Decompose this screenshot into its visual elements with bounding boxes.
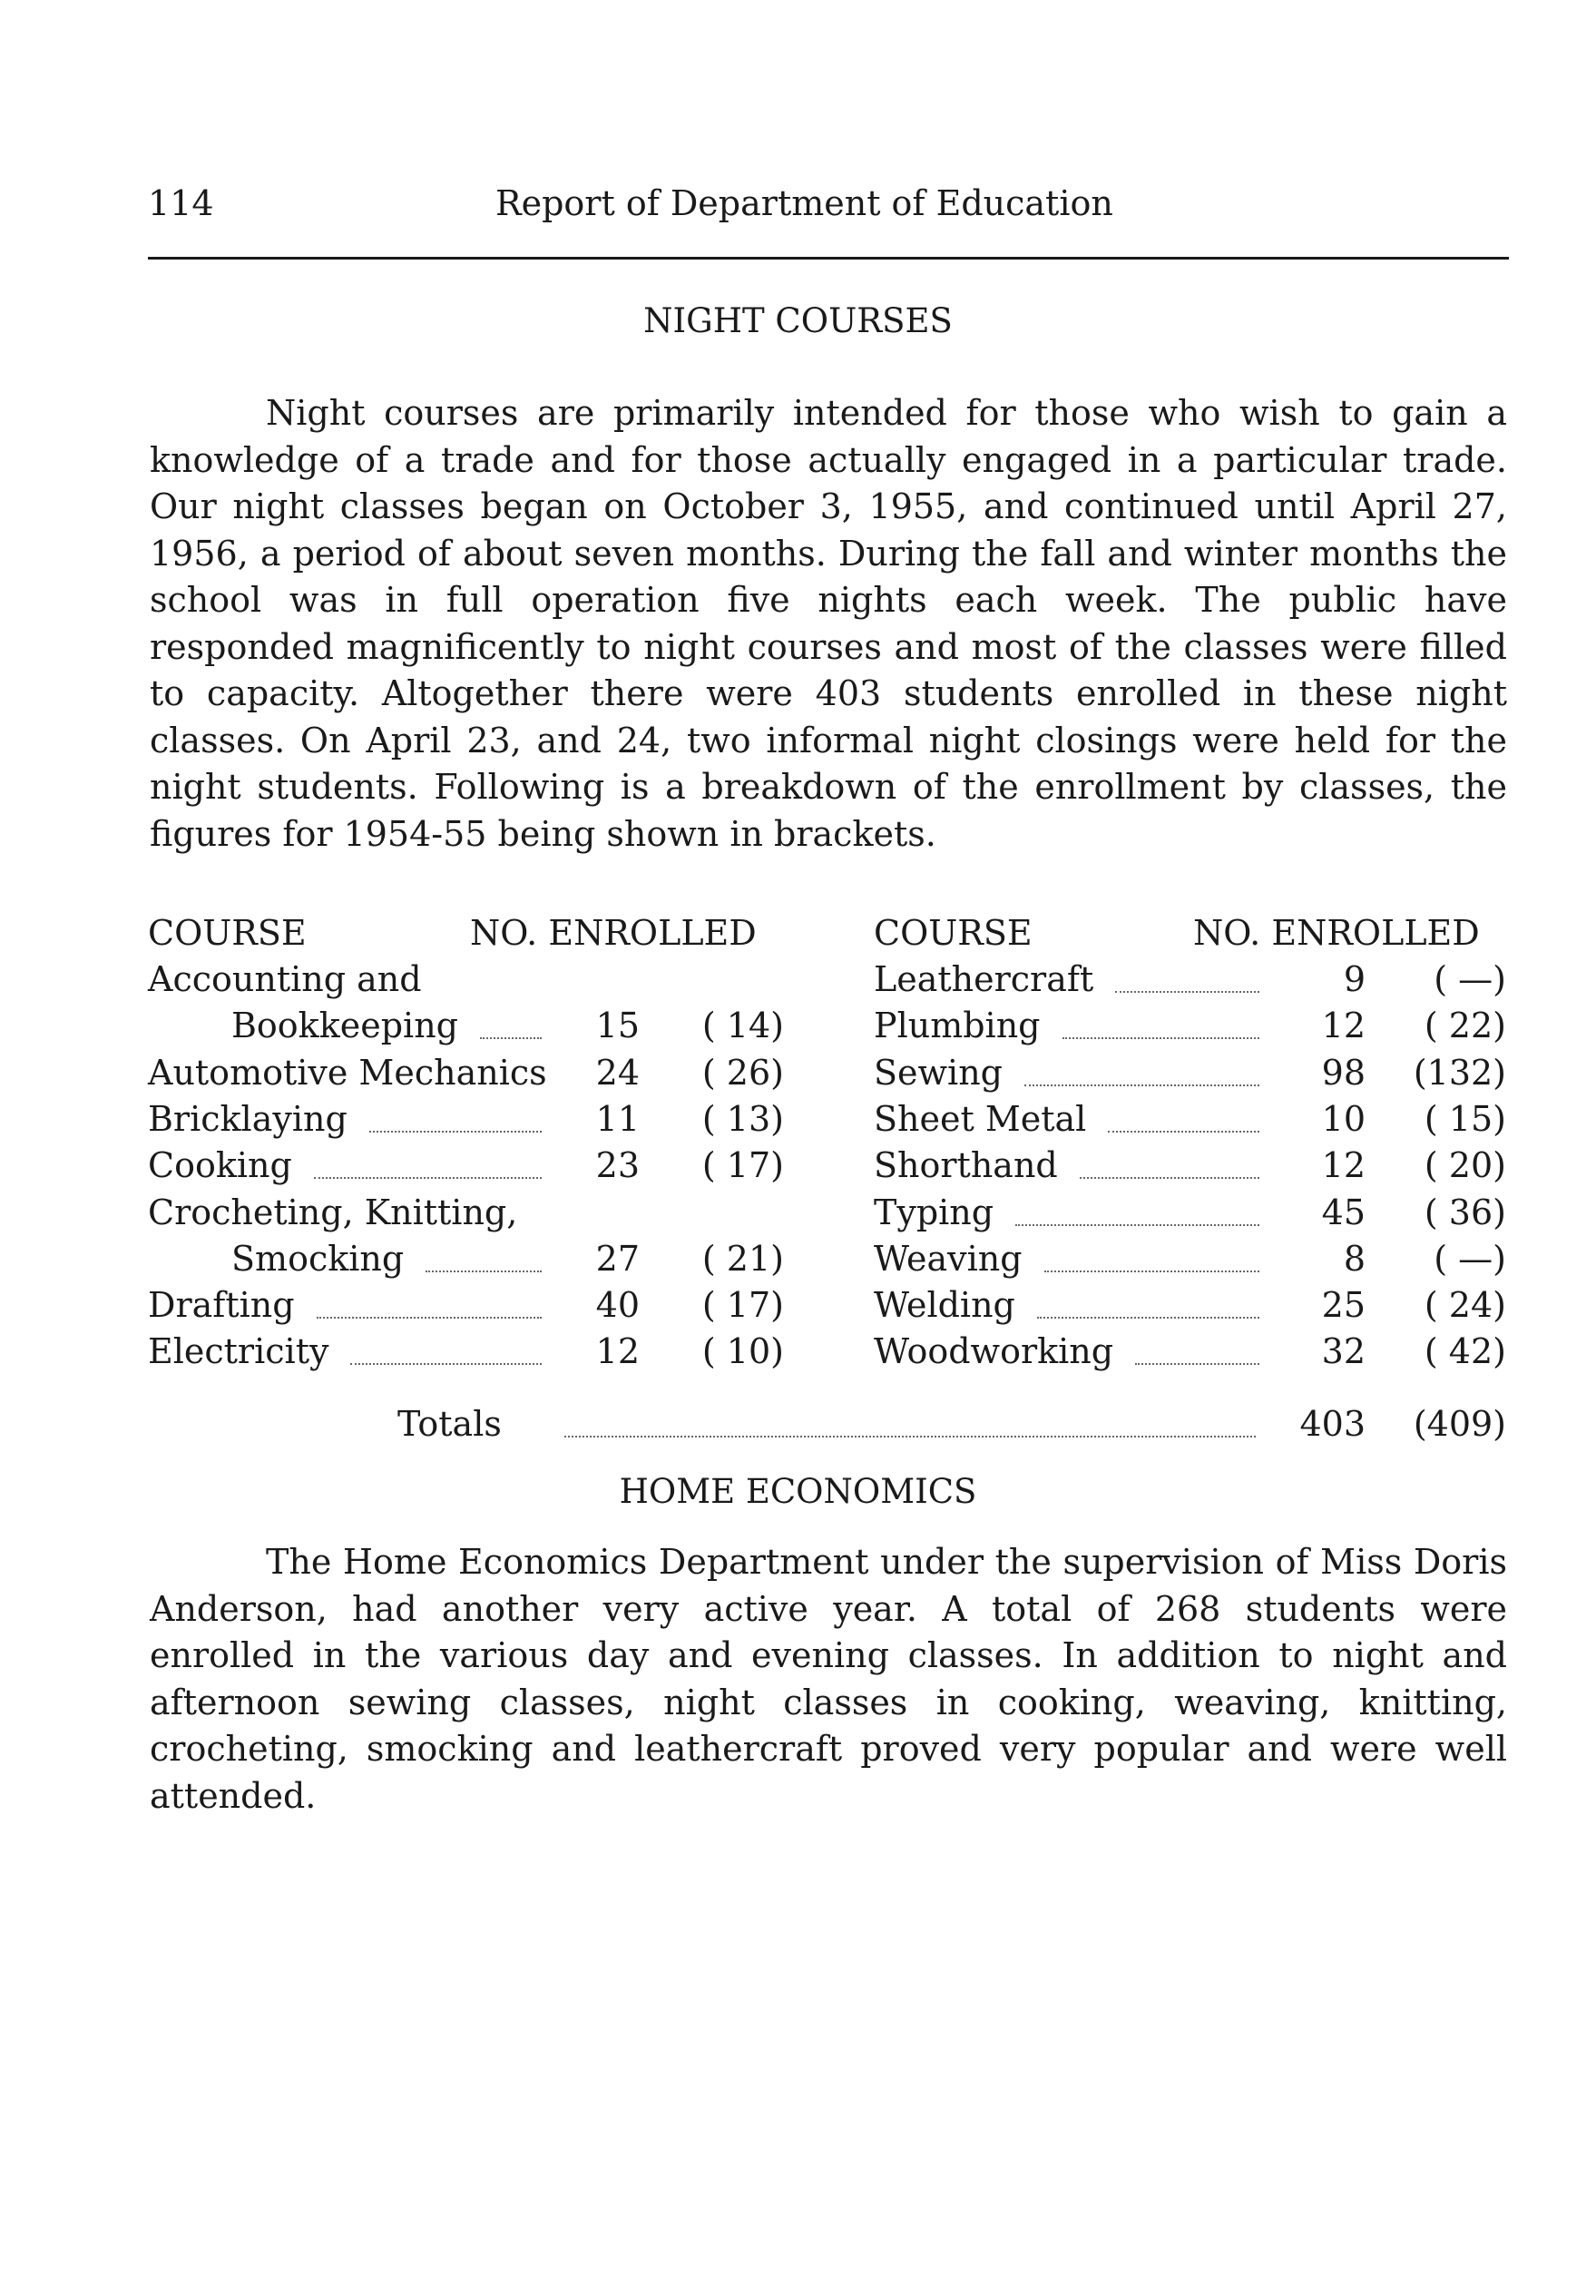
right-course-name: Plumbing — [874, 1006, 1041, 1046]
left-enrolled-count: 24 — [595, 1052, 640, 1093]
left-enrolled-count: 11 — [595, 1098, 640, 1139]
right-enrolled-count: 8 — [1343, 1238, 1366, 1279]
right-previous-count: ( 24) — [1424, 1285, 1506, 1326]
left-course-name: Drafting — [148, 1285, 295, 1326]
right-enrolled-count: 12 — [1321, 1006, 1366, 1046]
right-course-name: Shorthand — [874, 1145, 1058, 1186]
right-enrolled-count: 98 — [1321, 1052, 1366, 1093]
right-enrolled-header: NO. ENROLLED — [1193, 913, 1480, 953]
right-leader-dots — [1115, 991, 1259, 993]
right-leader-dots — [1062, 1037, 1259, 1039]
right-enrolled-count: 12 — [1321, 1145, 1366, 1186]
right-previous-count: ( —) — [1434, 959, 1506, 999]
left-enrolled-count: 23 — [595, 1145, 640, 1186]
left-previous-count: ( 17) — [701, 1285, 784, 1326]
left-enrolled-header: NO. ENROLLED — [470, 913, 757, 953]
left-previous-count: ( 14) — [701, 1006, 784, 1046]
right-previous-count: ( 22) — [1424, 1006, 1506, 1046]
home-economics-text: The Home Economics Department under the supervision of Miss Doris Anderson, had another very active year. A total of 268 students were enrolled in the various day and evening classes. In addition to night and afternoon sewing classes, night classes in cooking, weaving, knitting, crocheting, smocking and leathercraft proved very popular and were well attended. — [150, 1542, 1507, 1816]
right-leader-dots — [1135, 1363, 1259, 1365]
left-course-name: Bookkeeping — [231, 1006, 458, 1046]
right-enrolled-count: 25 — [1321, 1285, 1366, 1326]
left-course-name: Electricity — [148, 1331, 329, 1372]
left-course-name: Smocking — [231, 1238, 405, 1279]
left-previous-count: ( 21) — [701, 1238, 784, 1279]
right-leader-dots — [1108, 1131, 1259, 1133]
right-course-name: Sheet Metal — [874, 1098, 1087, 1139]
right-previous-count: ( 42) — [1424, 1331, 1506, 1372]
right-course-name: Typing — [874, 1192, 994, 1232]
left-course-name: Bricklaying — [148, 1098, 348, 1139]
left-course-name: Automotive Mechanics — [148, 1052, 547, 1093]
left-previous-count: ( 26) — [701, 1052, 784, 1093]
right-previous-count: (132) — [1413, 1052, 1506, 1093]
header-rule — [148, 257, 1509, 260]
right-course-name: Sewing — [874, 1052, 1003, 1093]
right-previous-count: ( 15) — [1424, 1098, 1506, 1139]
right-enrolled-count: 10 — [1321, 1098, 1366, 1139]
left-enrolled-count: 12 — [595, 1331, 640, 1372]
left-leader-dots — [480, 1037, 542, 1039]
right-course-header: COURSE — [874, 913, 1033, 953]
left-leader-dots — [350, 1363, 542, 1365]
right-enrolled-count: 45 — [1321, 1192, 1366, 1232]
left-course-name: Accounting and — [148, 959, 422, 999]
right-leader-dots — [1024, 1084, 1259, 1086]
totals-previous: (409) — [1413, 1404, 1506, 1444]
right-course-name: Welding — [874, 1285, 1015, 1326]
running-title: Report of Department of Education — [495, 183, 1113, 223]
left-leader-dots — [369, 1131, 542, 1133]
right-course-name: Leathercraft — [874, 959, 1094, 999]
left-previous-count: ( 10) — [701, 1331, 784, 1372]
right-previous-count: ( 20) — [1424, 1145, 1506, 1186]
night-courses-heading: NIGHT COURSES — [643, 301, 953, 340]
night-courses-paragraph — [150, 390, 1507, 858]
right-leader-dots — [1037, 1317, 1259, 1319]
night-courses-text: Night courses are primarily intended for those who wish to gain a knowledge of a trade and for those actually engaged in a particular trade. Our night classes began on October 3, 1955, and continued until April 27, 1956, a period of about seven months. During the fall and winter months the school was in full operation five nights each week. The public have responded magnificently to night courses and most of the classes were filled to capacity. Altogether there were 403 students enrolled in these night classes. On April 23, and 24, two informal night closings were held for the night students. Following is a breakdown of the enrollment by classes, the figures for 1954-55 being shown in brackets. — [150, 393, 1507, 854]
left-previous-count: ( 17) — [701, 1145, 784, 1186]
right-course-name: Weaving — [874, 1238, 1023, 1279]
left-previous-count: ( 13) — [701, 1098, 784, 1139]
page-header — [148, 183, 1509, 238]
right-previous-count: ( 36) — [1424, 1192, 1506, 1232]
right-leader-dots — [1080, 1177, 1259, 1179]
left-course-header: COURSE — [148, 913, 307, 953]
right-enrolled-count: 32 — [1321, 1331, 1366, 1372]
totals-leader-dots — [564, 1436, 1256, 1437]
home-economics-paragraph — [150, 1539, 1507, 1820]
left-leader-dots — [317, 1317, 542, 1319]
left-enrolled-count: 27 — [595, 1238, 640, 1279]
left-leader-dots — [314, 1177, 542, 1179]
totals-label: Totals — [397, 1404, 502, 1444]
left-enrolled-count: 15 — [595, 1006, 640, 1046]
right-course-name: Woodworking — [874, 1331, 1114, 1372]
right-enrolled-count: 9 — [1343, 959, 1366, 999]
left-course-name: Crocheting, Knitting, — [148, 1192, 518, 1232]
left-leader-dots — [426, 1271, 542, 1272]
right-previous-count: ( —) — [1434, 1238, 1506, 1279]
page-number: 114 — [148, 183, 214, 223]
left-course-name: Cooking — [148, 1145, 292, 1186]
home-economics-heading: HOME ECONOMICS — [619, 1472, 977, 1511]
totals-enrolled: 403 — [1299, 1404, 1366, 1444]
right-leader-dots — [1015, 1224, 1259, 1226]
left-enrolled-count: 40 — [595, 1285, 640, 1326]
right-leader-dots — [1044, 1271, 1259, 1272]
